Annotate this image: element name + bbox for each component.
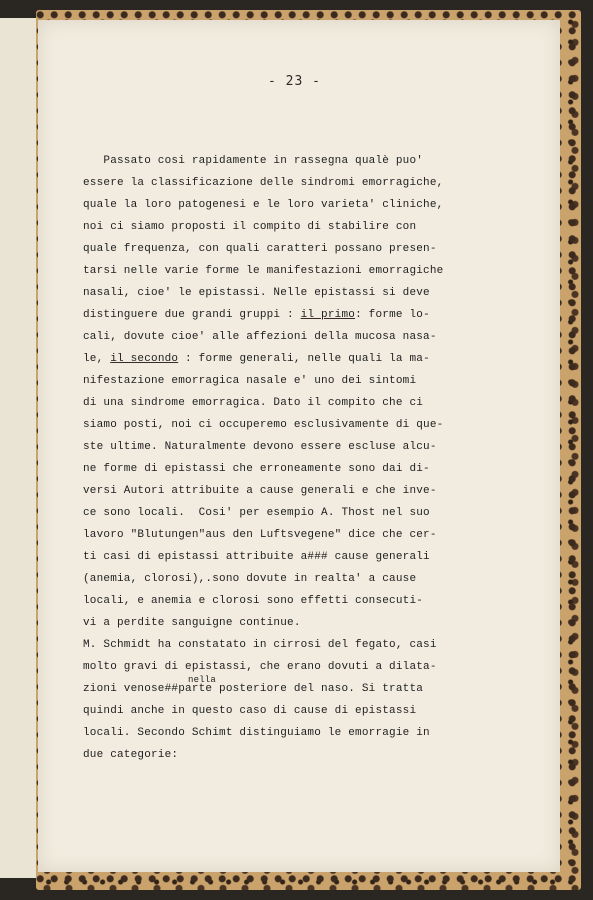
text-line: ne forme di epistassi che erroneamente sono dai di-: [83, 463, 430, 475]
text-line-with-underline: [83, 348, 513, 370]
text-line: essere la classificazione delle sindromi emorragiche,: [83, 177, 444, 189]
text-line: tarsi nelle varie forme le manifestazioni emorragiche: [83, 265, 444, 277]
text-line: vi a perdite sanguigne continue.: [83, 617, 301, 629]
text-line: versi Autori attribuite a cause generali e che inve-: [83, 485, 437, 497]
text-line-with-underline: [83, 304, 513, 326]
text-line: (anemia, clorosi),.sono dovute in realta' a cause: [83, 573, 417, 585]
text-line: siamo posti, noi ci occuperemo esclusivamente di que-: [83, 419, 444, 431]
text-line: ste ultime. Naturalmente devono essere escluse alcu-: [83, 441, 437, 453]
text-line: cali, dovute cioe' alle affezioni della mucosa nasa-: [83, 331, 437, 343]
text-line: nifestazione emorragica nasale e' uno dei sintomi: [83, 375, 417, 387]
text-line: ce sono locali. Cosi' per esempio A. Thost nel suo: [83, 507, 430, 519]
text-line: quale la loro patogenesi e le loro varieta' cliniche,: [83, 199, 444, 211]
text-line: lavoro "Blutungen"aus den Luftsvegene" dice che cer-: [83, 529, 437, 541]
underlined-term: il primo: [300, 309, 356, 321]
typed-text-body: [83, 150, 513, 766]
text-line: di una sindrome emorragica. Dato il compito che ci: [83, 397, 424, 409]
text-line: quindi anche in questo caso di cause di epistassi: [83, 705, 417, 717]
line-tail: : forme generali, nelle quali la ma-: [178, 353, 430, 365]
line-prefix: distinguere due grandi gruppi :: [83, 309, 301, 321]
text-line: locali, e anemia e clorosi sono effetti consecuti-: [83, 595, 424, 607]
underlined-term: il secondo: [110, 353, 179, 365]
page-number: - 23 -: [268, 74, 321, 89]
text-line: nasali, cioe' le epistassi. Nelle epistassi si deve: [83, 287, 430, 299]
text-line: due categorie:: [83, 749, 179, 761]
text-line: Passato cosi rapidamente in rassegna qualè puo': [83, 155, 424, 167]
text-line: M. Schmidt ha constatato in cirrosi del fegato, casi: [83, 639, 437, 651]
text-line: noi ci siamo proposti il compito di stabilire con: [83, 221, 417, 233]
text-line: molto gravi di epistassi, che erano dovuti a dilata-: [83, 661, 437, 673]
line-tail: : forme lo-: [355, 309, 430, 321]
insertion-above: nella: [188, 675, 217, 685]
text-line-with-insertion: nella zioni venose##parte posteriore del naso. Si tratta: [83, 678, 513, 700]
text-line: locali. Secondo Schimt distinguiamo le emorragie in: [83, 727, 430, 739]
text-line: quale frequenza, con quali caratteri possano presen-: [83, 243, 437, 255]
text-line: ti casi di epistassi attribuite a### cause generali: [83, 551, 430, 563]
line-prefix: le,: [83, 353, 111, 365]
